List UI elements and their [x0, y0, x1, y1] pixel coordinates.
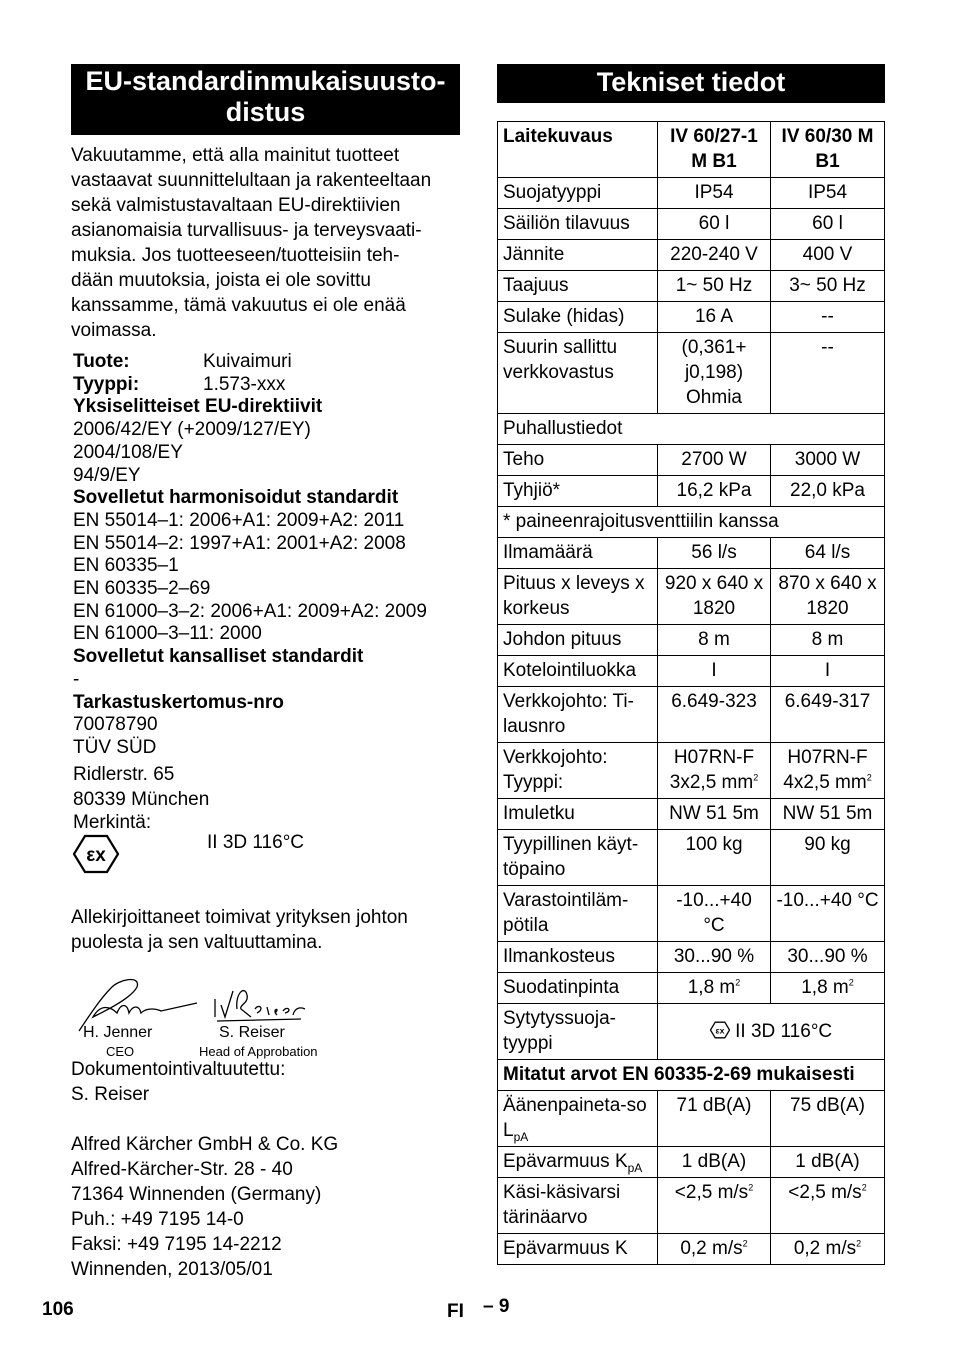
table-row: Kotelointiluokka I I: [498, 656, 885, 687]
table-row: Suurin sallittu verkkovastus (0,361+ j0,198) Ohmia --: [498, 333, 885, 414]
company-address: Alfred Kärcher GmbH & Co. KG Alfred-Kärcher-Str. 28 - 40 71364 Winnenden (Germany) Puh.: +49 7195 14-0 Faksi: +49 7195 14-2212 Winnenden, 2013/05/01: [71, 1134, 339, 1281]
national-title: Sovelletut kansalliset standardit: [73, 646, 364, 668]
declaration-body: Vakuutamme, että alla mainitut tuotteet vastaavat suunnittelultaan ja rakenteeltaan sekä valmistustavaltaan EU-direktiivien asianomaisia turvallisuus- ja terveysvaati- muksia. Jos tuotteeseen/tuotteisiin teh- dään muutoksia, joista ei ole sovittu kanssamme, tämä vakuutus ei ole enää voimassa. Tuote: Kuivaimuri Tyyppi: 1.573-xxx Yksiselitteiset EU-direktiivit 2006/42/EY (+2009/127/EY) 2004/108/EY 94/9/EY Sovelletut harmonisoidut standardit EN 55014–1: 2006+A1: 2009+A2: 2011 EN 55014–2: 1997+A1: 2001+A2: 2008 EN 60335–1 EN 60335–2–69 EN 61000–3–2: 2006+A1: 2009+A2: 2009 EN 61000–3–11: 2000 Sovelletut kansalliset standardit - Tarkastuskertomus-nro 70078790 TÜV SÜD Ridlerstr. 65 80339 München Merkintä: εx II 3D 116°C Allekirjoittaneet toimivat yrityksen johton puolesta ja sen valtuuttamina. H. Jenner CEO S. Reiser Head of Approbation Dokumentointivaltuutettu: S. Reiser Alfred Kärcher GmbH & Co. KG Alfred-Kärcher-Str. 28 - 40 71364 Winnenden (Germany) Puh.: +49 7195 14-0 Faksi: +49 7195 14-2212 Winnenden, 2013/05/01: [71, 143, 461, 1282]
table-row: Suodatinpinta 1,8 $m^2$ 1,8 $m^2$: [498, 973, 885, 1004]
table-row: Verkkojohto: Ti-lausnro 6.649-323 6.649-317: [498, 687, 885, 743]
table-row: Tyypillinen käyt-töpaino 100 kg 90 kg: [498, 830, 885, 886]
table-note-row: * paineenrajoitusventtiilin kanssa: [498, 507, 885, 538]
technical-data-table: [497, 121, 885, 1265]
type-row: Tyyppi: 1.573-xxx: [73, 373, 286, 395]
section-page: – 9: [483, 1296, 510, 1317]
page-number: 106: [42, 1299, 74, 1320]
table-row: Epävarmuus K 0,2 $m/s^2$ 0,2 $m/s^2$: [498, 1234, 885, 1265]
signed-text: Allekirjoittaneet toimivat yrityksen johton puolesta ja sen valtuuttamina.: [71, 907, 408, 954]
table-row: Sulake (hidas) 16 A --: [498, 302, 885, 333]
technical-data-heading: Tekniset tiedot: [497, 64, 885, 103]
ex-hexagon-icon: [73, 834, 119, 874]
table-section-row: Puhallustiedot: [498, 414, 885, 445]
table-section-row: Mitatut arvot EN 60335-2-69 mukaisesti: [498, 1060, 885, 1091]
table-row: Äänenpaineta-so $L_{pA}$ 71 dB(A) 75 dB(A): [498, 1091, 885, 1147]
table-row: Verkkojohto: Tyyppi: H07RN-F 3x2,5 $mm^2$ H07RN-F 4x2,5 $mm^2$: [498, 743, 885, 799]
table-row: Tyhjiö* 16,2 kPa 22,0 kPa: [498, 476, 885, 507]
table-row: Teho 2700 W 3000 W: [498, 445, 885, 476]
table-row: Jännite 220-240 V 400 V: [498, 240, 885, 271]
table-row: Ilmamäärä 56 l/s 64 l/s: [498, 538, 885, 569]
report-title: Tarkastuskertomus-nro: [73, 691, 284, 713]
table-header-row: Laitekuvaus IV 60/27-1 M B1 IV 60/30 M B1: [498, 122, 885, 178]
table-row: Imuletku NW 51 5m NW 51 5m: [498, 799, 885, 830]
table-row: Käsi-käsivarsi tärinäarvo <2,5 $m/s^2$ <2,5 $m/s^2$: [498, 1178, 885, 1234]
directives-title: Yksiselitteiset EU-direktiivit: [73, 396, 323, 418]
signatures: H. Jenner CEO S. Reiser Head of Approbation: [71, 969, 461, 1059]
product-row: Tuote: Kuivaimuri: [73, 351, 292, 372]
table-row: Ilmankosteus 30...90 % 30...90 %: [498, 942, 885, 973]
ex-marking: εx II 3D 116°C: [73, 834, 461, 874]
svg-text:εx: εx: [715, 1024, 725, 1035]
ex-hexagon-icon: [710, 1021, 730, 1039]
table-row: Varastointiläm-pötila -10...+40 °C -10...+40 °C: [498, 886, 885, 942]
table-row: Suojatyyppi IP54 IP54: [498, 178, 885, 209]
table-row: Johdon pituus 8 m 8 m: [498, 625, 885, 656]
table-row: Säiliön tilavuus 60 l 60 l: [498, 209, 885, 240]
svg-text:εx: εx: [86, 845, 106, 867]
table-row: Pituus x leveys x korkeus 920 x 640 x 1820 870 x 640 x 1820: [498, 569, 885, 625]
language-code: FI: [447, 1301, 464, 1322]
table-row: Taajuus 1~ 50 Hz 3~ 50 Hz: [498, 271, 885, 302]
signature-reiser: [211, 979, 311, 1029]
table-row: Sytytyssuoja-tyyppi εx II 3D 116°C: [498, 1004, 885, 1060]
table-row: Epävarmuus $K_{pA}$ 1 dB(A) 1 dB(A): [498, 1147, 885, 1178]
harmonised-title: Sovelletut harmonisoidut standardit: [73, 487, 399, 509]
declaration-heading: EU-standardinmukaisuusto- distus: [71, 64, 460, 135]
documentation-authorised: Dokumentointivaltuutettu: S. Reiser: [71, 1059, 286, 1106]
intro-paragraph: Vakuutamme, että alla mainitut tuotteet vastaavat suunnittelultaan ja rakenteeltaan sekä valmistustavaltaan EU-direktiivien asianomaisia turvallisuus- ja terveysvaati- muksia. Jos tuotteeseen/tuotteisiin teh- dään muutoksia, joista ei ole sovittu kanssamme, tämä vakuutus ei ole enää voimassa.: [71, 145, 432, 341]
